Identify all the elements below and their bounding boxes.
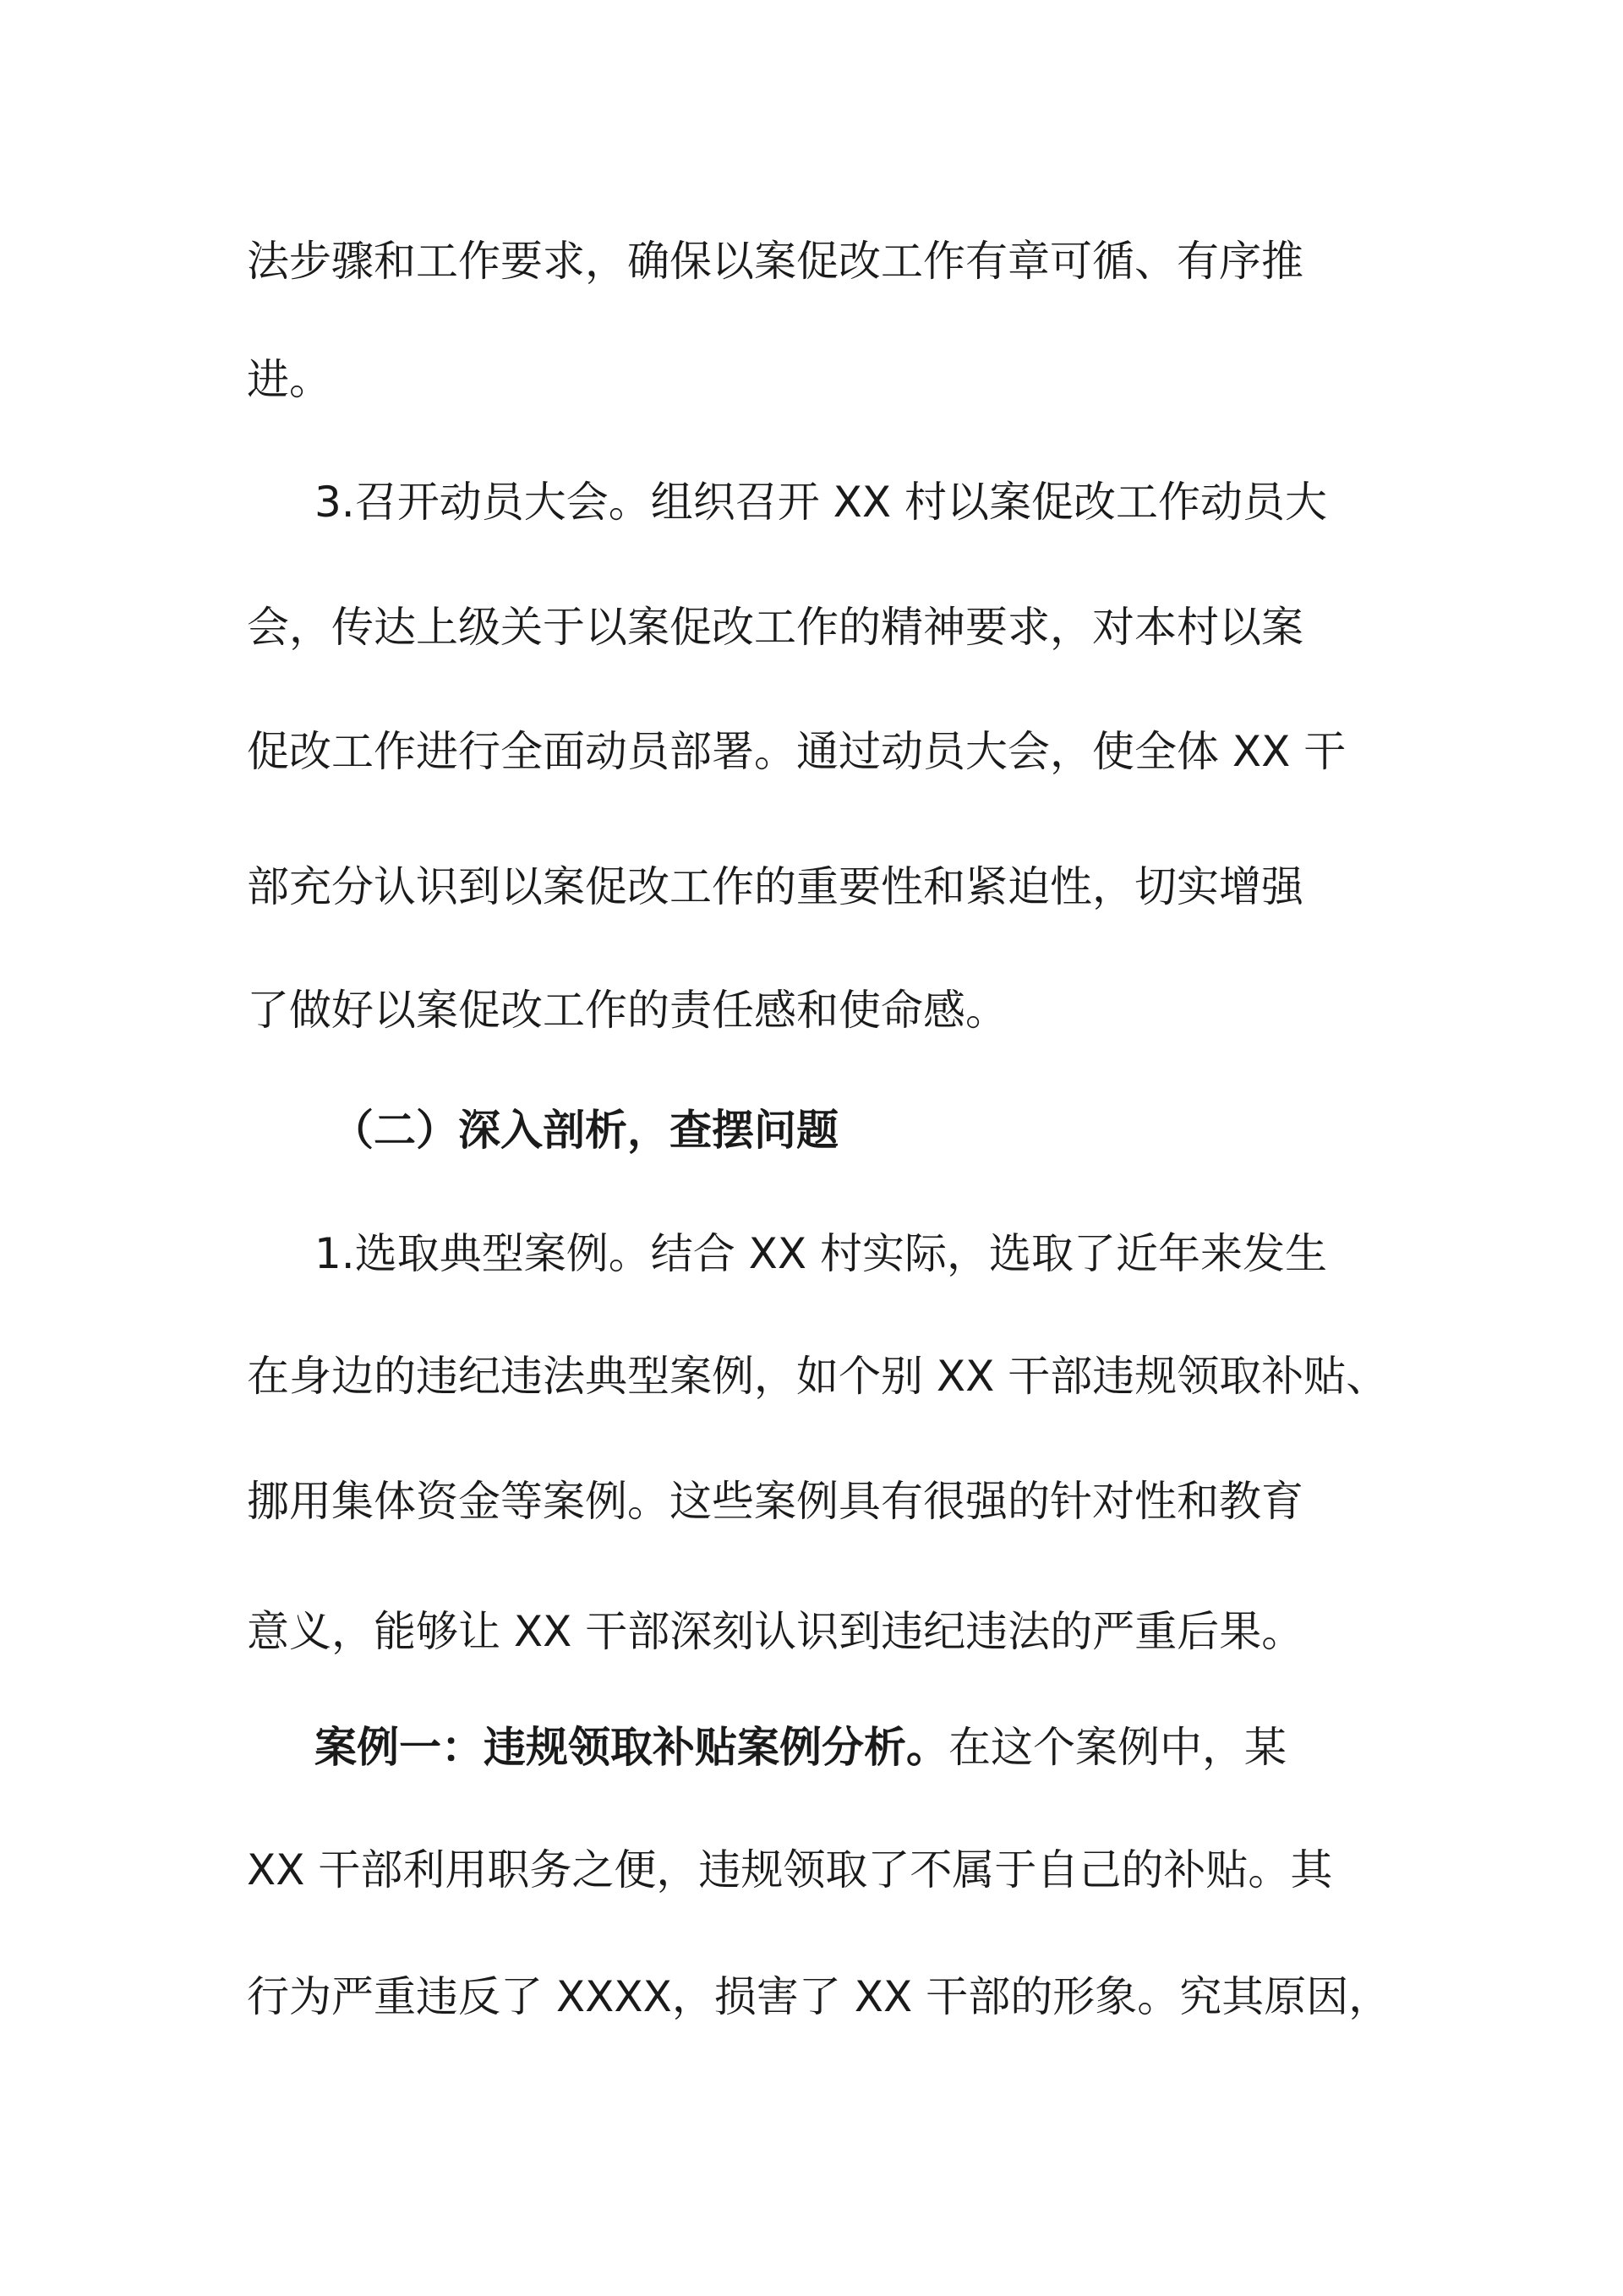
paragraph-line: 意义，能够让 XX 干部深刻认识到违纪违法的严重后果。: [247, 1607, 1304, 1656]
paragraph-line: 进。: [247, 355, 331, 404]
paragraph-line: 行为严重违反了 XXXX，损害了 XX 干部的形象。究其原因，: [247, 1972, 1391, 2021]
paragraph-line: 挪用集体资金等案例。这些案例具有很强的针对性和教育: [247, 1477, 1303, 1526]
section-heading: （二）深入剖析，查摆问题: [331, 1106, 839, 1155]
case-one-line: [314, 1720, 1287, 1774]
paragraph-line: 3.召开动员大会。组织召开 XX 村以案促改工作动员大: [314, 478, 1327, 527]
paragraph-line: XX 干部利用职务之便，违规领取了不属于自己的补贴。其: [247, 1845, 1333, 1894]
paragraph-line: 了做好以案促改工作的责任感和使命感。: [247, 986, 1008, 1035]
case-one-text: 在这个案例中，某: [948, 1723, 1287, 1772]
paragraph-line: 1.选取典型案例。结合 XX 村实际，选取了近年来发生: [314, 1229, 1327, 1278]
paragraph-line: 在身边的违纪违法典型案例，如个别 XX 干部违规领取补贴、: [247, 1352, 1389, 1401]
paragraph-line: 会，传达上级关于以案促改工作的精神要求，对本村以案: [247, 603, 1303, 652]
paragraph-line: 法步骤和工作要求，确保以案促改工作有章可循、有序推: [247, 237, 1303, 286]
paragraph-line: 促改工作进行全面动员部署。通过动员大会，使全体 XX 干: [247, 727, 1347, 776]
case-one-title: 案例一：违规领取补贴案例分析。: [314, 1723, 948, 1772]
paragraph-line: 部充分认识到以案促改工作的重要性和紧迫性，切实增强: [247, 862, 1303, 911]
